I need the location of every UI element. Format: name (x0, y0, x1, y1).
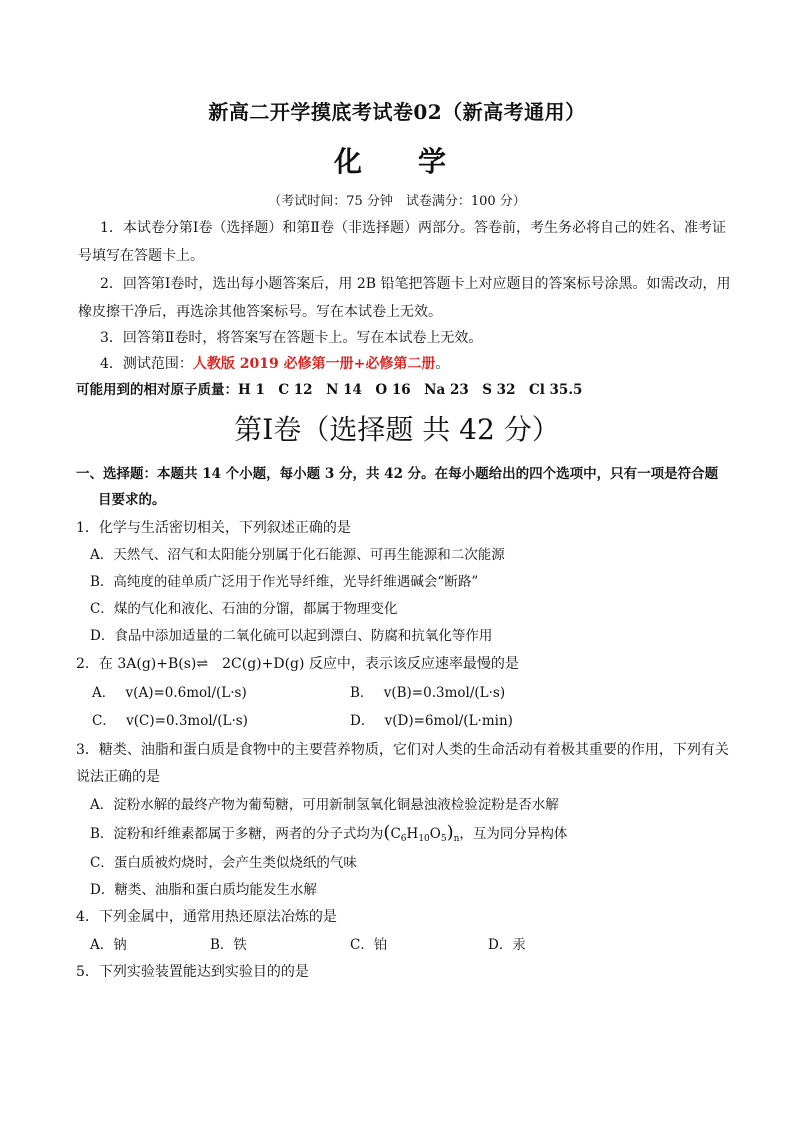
exam-title: 新高二开学摸底考试卷02（新高考通用） (208, 100, 586, 124)
q4-stem: 4．下列金属中，通常用热还原法冶炼的是 (76, 909, 337, 925)
test-range: 人教版 2019 必修第一册+必修第二册 (192, 356, 436, 372)
section-desc-line-2: 目要求的。 (98, 492, 166, 508)
exam-meta: （考试时间：75 分钟 试卷满分：100 分） (268, 194, 526, 209)
atomic-mass-list: 可能用到的相对原子质量：H 1 C 12 N 14 O 16 Na 23 S 32 Cl 35.5 (76, 382, 583, 398)
q3-stem-line-1: 3．糖类、油脂和蛋白质是食物中的主要营养物质，它们对人类的生命活动有着极其重要的作用，下列有关 (76, 742, 729, 758)
q1-option-a: A．天然气、沼气和太阳能分别属于化石能源、可再生能源和二次能源 (90, 547, 505, 563)
q2-option-c-text: v(C)=0.3mol/(L·s) (126, 713, 248, 729)
q2-stem: 2．在 3A(g)+B(s)⇌ 2C(g)+D(g) 反应中，表示该反应速率最慢的是 (76, 656, 519, 672)
q3-option-b: B．淀粉和纤维素都属于多糖，两者的分子式均为$(C_6H_{10}O_5)_n$，互为同分异构体 (90, 822, 568, 844)
instruction-4-suffix: 。 (435, 356, 450, 372)
q1-option-c: C．煤的气化和液化、石油的分馏，都属于物理变化 (90, 601, 398, 617)
q3-option-b-prefix: B．淀粉和纤维素都属于多糖，两者的分子式均为 (90, 826, 384, 842)
q3-option-a: A．淀粉水解的最终产物为葡萄糖，可用新制氢氧化铜悬浊液检验淀粉是否水解 (90, 797, 559, 813)
instruction-1-line-2: 号填写在答题卡上。 (78, 248, 204, 264)
q4-option-b: B．铁 (210, 937, 247, 953)
instruction-3: 3．回答第Ⅱ卷时，将答案写在答题卡上。写在本试卷上无效。 (100, 330, 483, 346)
q4-option-c: C．铂 (350, 937, 388, 953)
q2-option-b-label: B． (350, 685, 374, 701)
q3-option-b-suffix: ，互为同分异构体 (459, 826, 568, 842)
q1-option-d: D．食品中添加适量的二氧化硫可以起到漂白、防腐和抗氧化等作用 (90, 628, 493, 644)
instruction-1-line-1: 1．本试卷分第Ⅰ卷（选择题）和第Ⅱ卷（非选择题）两部分。答卷前，考生务必将自己的姓名、准考证 (100, 220, 726, 236)
q2-option-a-text: v(A)=0.6mol/(L·s) (125, 685, 247, 701)
q3-option-c: C．蛋白质被灼烧时，会产生类似烧纸的气味 (90, 855, 357, 871)
q3-formula: $C_6H_{10}O_5$ (390, 826, 447, 844)
q2-option-d (350, 711, 513, 731)
q1-option-b: B．高纯度的硅单质广泛用于作光导纤维，光导纤维遇碱会“断路” (90, 574, 479, 590)
q2-option-a (92, 683, 247, 703)
q2-option-b (350, 683, 505, 703)
q2-option-a-label: A． (92, 685, 116, 701)
q5-stem: 5．下列实验装置能达到实验目的的是 (76, 964, 309, 980)
q1-stem: 1．化学与生活密切相关，下列叙述正确的是 (76, 520, 351, 536)
instruction-4-prefix: 4．测试范围： (100, 356, 193, 372)
q2-option-b-text: v(B)=0.3mol/(L·s) (383, 685, 506, 701)
q4-option-a: A．钠 (90, 937, 127, 953)
q2-option-d-text: v(D)=6mol/(L·min) (384, 713, 513, 729)
q2-option-c-label: C． (92, 713, 116, 729)
instruction-2-line-1: 2．回答第Ⅰ卷时，选出每小题答案后，用 2B 铅笔把答题卡上对应题目的答案标号涂黑。如需改动，用 (100, 276, 731, 292)
q2-option-c (92, 711, 248, 731)
instruction-2-line-2: 橡皮擦干净后，再选涂其他答案标号。写在本试卷上无效。 (78, 304, 442, 320)
instruction-4 (100, 354, 449, 374)
subject-title: 化 学 (333, 145, 460, 178)
q3-stem-line-2: 说法正确的是 (76, 769, 160, 785)
section-title: 第I卷（选择题 共 42 分） (234, 413, 560, 446)
q3-option-d: D．糖类、油脂和蛋白质均能发生水解 (90, 882, 317, 898)
section-desc-line-1: 一、选择题：本题共 14 个小题，每小题 3 分，共 42 分。在每小题给出的四个选项中，只有一项是符合题 (76, 466, 719, 482)
q2-option-d-label: D． (350, 713, 375, 729)
q4-option-d: D．汞 (488, 937, 526, 953)
